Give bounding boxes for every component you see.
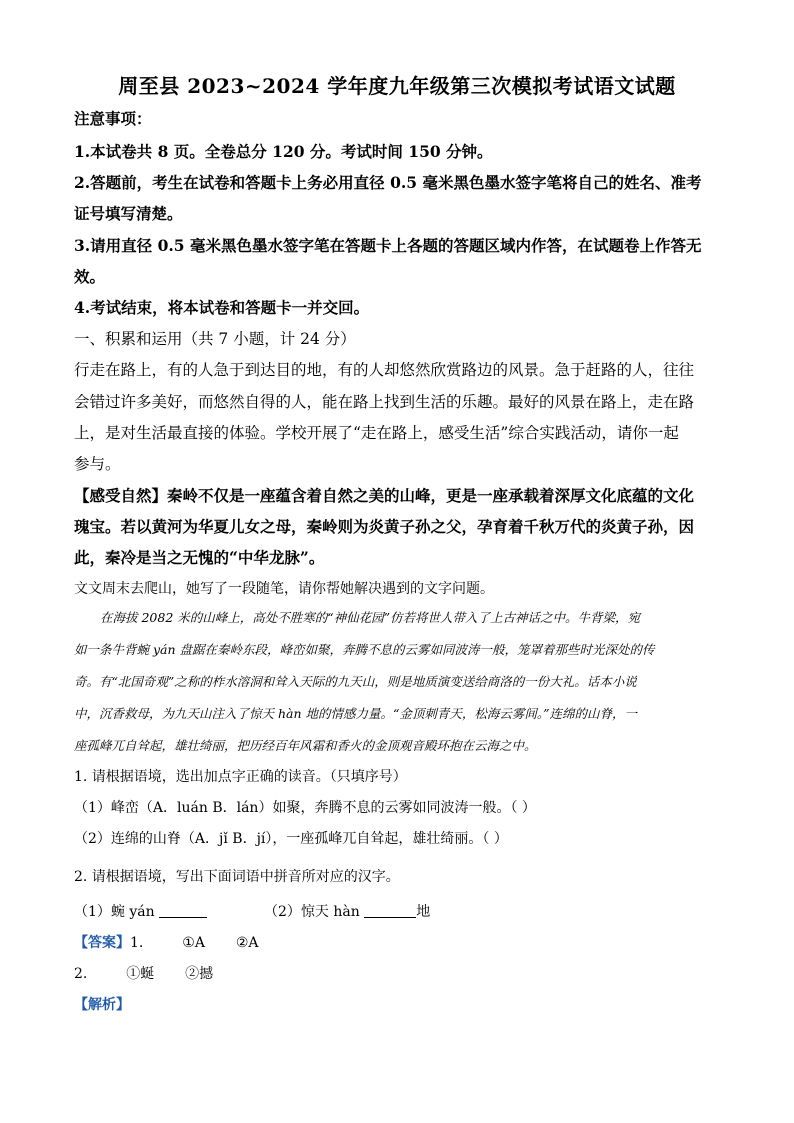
intro-line: 上，是对生活最直接的体验。学校开展了“走在路上，感受生活”综合实践活动，请你一起 — [74, 424, 679, 442]
passage-line: 如一条牛背蜿 yán 盘踞在秦岭东段，峰峦如聚，奔腾不息的云雾如同波涛一般，笼罩着那些时光深处的传 — [74, 642, 655, 657]
notice-item: 1.本试卷共 8 页。全卷总分 120 分。考试时间 150 分钟。 — [74, 142, 493, 161]
question-2-stem: 2. 请根据语境，写出下面词语中拼音所对应的汉字。 — [74, 869, 400, 885]
answer-value: A — [248, 935, 259, 951]
answer-label: 【答案】 — [74, 935, 130, 951]
answer-blank[interactable] — [364, 903, 416, 918]
analysis-label: 【解析】 — [74, 997, 130, 1013]
answer-marker: ① — [182, 935, 195, 951]
intro-line: 会错过许多美好，而悠然自得的人，能在路上找到生活的乐趣。最好的风景在路上，走在路 — [74, 393, 695, 411]
answer-number: 1. — [130, 935, 144, 951]
passage-line: 座孤峰兀自耸起，雄壮绮丽，把历经百年风霜和香火的金顶观音殿环抱在云海之中。 — [74, 738, 537, 753]
task-instruction: 文文周末去爬山，她写了一段随笔，请你帮她解决遇到的文字问题。 — [74, 581, 494, 597]
question-1-stem: 1. 请根据语境，选出加点字正确的读音。（只填序号） — [74, 769, 407, 785]
question-1-sub1: （1）峰峦（A．luán B．lán）如聚，奔腾不息的云雾如同波涛一般。（ ） — [74, 800, 536, 816]
intro-line: 参与。 — [74, 455, 121, 473]
answer-line-2 — [74, 963, 213, 983]
answer-value: A — [194, 935, 205, 951]
answer-value: 撼 — [199, 966, 214, 982]
page-title: 周至县 2023~2024 学年度九年级第三次模拟考试语文试题 — [118, 74, 676, 98]
question-2-sub1 — [74, 901, 207, 921]
answer-marker: ② — [235, 935, 249, 951]
passage-line: 在海拔 2082 米的山峰上，高处不胜寒的“神仙花园”仿若将世人带入了上古神话之中。牛背梁，宛 — [100, 610, 641, 625]
question-2-sub2 — [264, 901, 430, 921]
answer-marker: ② — [185, 966, 200, 982]
notice-heading: 注意事项： — [74, 109, 152, 128]
notice-item: 证号填写清楚。 — [74, 204, 183, 223]
question-2-sub1-text: （1）蜿 yán — [74, 904, 155, 920]
intro-line: 行走在路上，有的人急于到达目的地，有的人却悠然欣赏路边的风景。急于赶路的人，往往 — [74, 361, 695, 379]
notice-item: 4.考试结束，将本试卷和答题卡一并交回。 — [74, 298, 370, 317]
notice-item: 效。 — [74, 267, 106, 286]
answer-marker: ① — [126, 966, 141, 982]
answer-blank[interactable] — [159, 903, 207, 918]
answer-line-1 — [74, 932, 259, 952]
question-2-sub2-tail: 地 — [416, 904, 431, 920]
section-heading: 一、积累和运用（共 7 小题，计 24 分） — [74, 330, 356, 348]
notice-item: 3.请用直径 0.5 毫米黑色墨水签字笔在答题卡上各题的答题区域内作答，在试题卷上作答无 — [74, 236, 702, 255]
nature-line: 瑰宝。若以黄河为华夏儿女之母，秦岭则为炎黄子孙之父，孕育着千秋万代的炎黄子孙，因 — [74, 517, 695, 536]
answer-value: 蜒 — [140, 966, 155, 982]
nature-line: 【感受自然】秦岭不仅是一座蕴含着自然之美的山峰，更是一座承载着深厚文化底蕴的文化 — [74, 486, 695, 505]
question-1-sub2: （2）连绵的山脊（A．jǐ B．jí），一座孤峰兀自耸起，雄壮绮丽。（ ） — [74, 831, 508, 847]
passage-line: 中，沉香救母，为九天山注入了惊天 hàn 地的情感力量。“金顶刺青天，松海云雾间。”连绵的山脊，一 — [74, 706, 638, 721]
question-2-sub2-text: （2）惊天 hàn — [264, 904, 360, 920]
notice-item: 2.答题前，考生在试卷和答题卡上务必用直径 0.5 毫米黑色墨水签字笔将自己的姓名、准考 — [74, 173, 702, 192]
passage-line: 奇。有“北国奇观”之称的柞水溶洞和耸入天际的九天山，则是地质演变送给商洛的一份大礼。话本小说 — [74, 674, 637, 689]
answer-number: 2. — [74, 966, 88, 982]
nature-line: 此，秦冷是当之无愧的“中华龙脉”。 — [74, 548, 325, 567]
